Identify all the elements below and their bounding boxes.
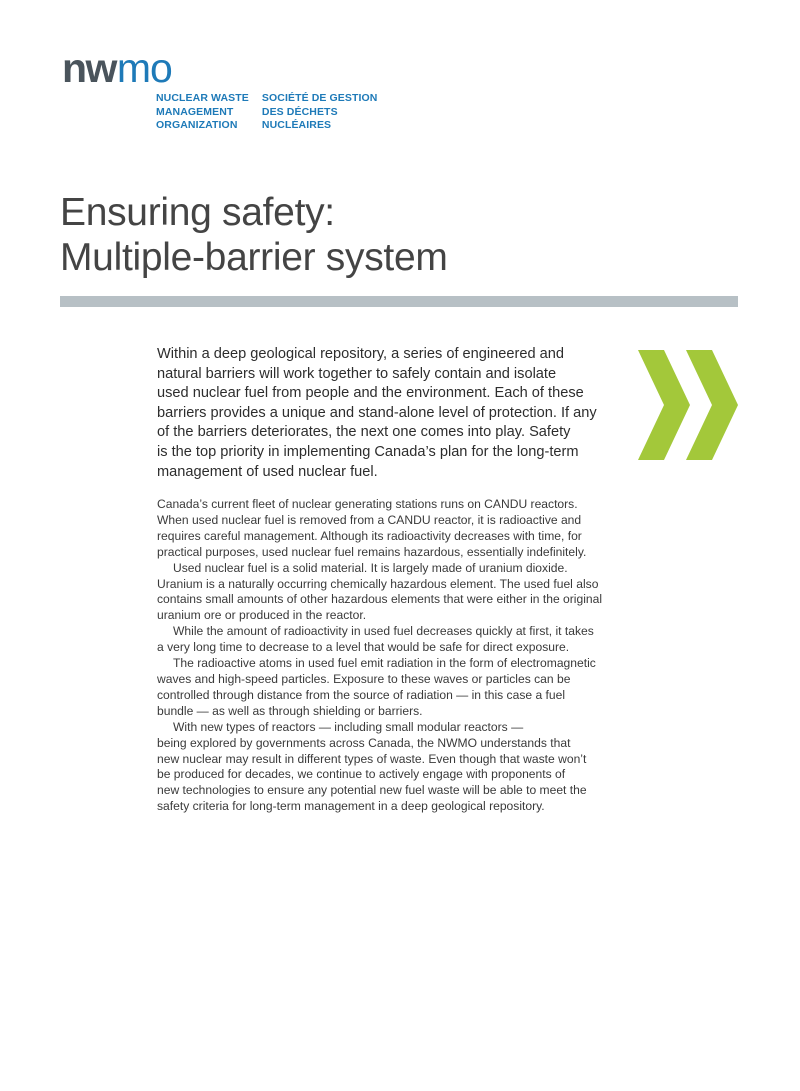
body-line: The radioactive atoms in used fuel emit radiation in the form of electromagnetic <box>173 656 596 671</box>
intro-line: natural barriers will work together to safely contain and isolate <box>157 365 557 382</box>
body-line: waves and high-speed particles. Exposure to these waves or particles can be <box>157 671 571 686</box>
nwmo-logo <box>62 52 378 131</box>
intro-line: is the top priority in implementing Canada’s plan for the long-term <box>157 443 579 460</box>
intro-line: Within a deep geological repository, a series of engineered and <box>157 346 564 362</box>
svg-text:nw: nw <box>62 52 116 88</box>
body-line: When used nuclear fuel is removed from a CANDU reactor, it is radioactive and <box>157 512 582 527</box>
body-text <box>157 497 627 815</box>
body-line: new nuclear may result in different types of waste. Even though that waste won’t <box>157 751 587 766</box>
body-line: new technologies to ensure any potential new fuel waste will be able to meet the <box>157 783 587 798</box>
logo-french-name <box>262 92 378 133</box>
body-line: uranium ore or produced in the reactor. <box>157 608 367 623</box>
body-line: safety criteria for long-term management in a deep geological repository. <box>157 799 545 814</box>
intro-line: barriers provides a unique and stand-alone level of protection. If any <box>157 404 597 421</box>
body-line: Canada’s current fleet of nuclear generating stations runs on CANDU reactors. <box>157 497 578 511</box>
logo-french-line: DES DÉCHETS <box>261 105 338 118</box>
page-title <box>60 190 448 280</box>
body-line: requires careful management. Although its radioactivity decreases with time, for <box>157 528 582 543</box>
logo-french-line: NUCLÉAIRES <box>261 119 332 131</box>
logo-french-line: SOCIÉTÉ DE GESTION <box>261 92 378 104</box>
double-chevron-right-icon <box>638 350 738 460</box>
logo-org-names <box>156 92 377 133</box>
intro-line: management of used nuclear fuel. <box>157 463 378 480</box>
body-line: With new types of reactors — including small modular reactors — <box>173 719 524 734</box>
page-title-line: Ensuring safety: <box>60 191 335 234</box>
body-line: controlled through distance from the source of radiation — in this case a fuel <box>157 687 566 702</box>
body-line: bundle — as well as through shielding or barriers. <box>157 703 423 718</box>
intro-line: of the barriers deteriorates, the next one comes into play. Safety <box>157 424 571 441</box>
nwmo-wordmark <box>62 52 242 88</box>
intro-paragraph <box>157 345 627 482</box>
page-title-line: Multiple-barrier system <box>60 236 448 279</box>
svg-text:mo: mo <box>116 52 172 88</box>
logo-english-line: MANAGEMENT <box>156 105 234 118</box>
intro-line: used nuclear fuel from people and the environment. Each of these <box>157 385 584 402</box>
body-line: While the amount of radioactivity in used fuel decreases quickly at first, it takes <box>173 624 594 639</box>
body-line: Used nuclear fuel is a solid material. It is largely made of uranium dioxide. <box>173 560 568 575</box>
body-line: practical purposes, used nuclear fuel remains hazardous, essentially indefinitely. <box>157 544 587 559</box>
title-divider <box>60 296 738 307</box>
body-line: being explored by governments across Canada, the NWMO understands that <box>157 735 571 750</box>
body-line: contains small amounts of other hazardous elements that were either in the original <box>157 592 603 607</box>
logo-english-name <box>156 92 249 133</box>
body-line: Uranium is a naturally occurring chemically hazardous element. The used fuel also <box>157 576 599 591</box>
body-line: a very long time to decrease to a level that would be safe for direct exposure. <box>157 640 570 655</box>
logo-english-line: NUCLEAR WASTE <box>156 92 249 104</box>
logo-english-line: ORGANIZATION <box>156 119 238 131</box>
body-line: be produced for decades, we continue to actively engage with proponents of <box>157 767 566 782</box>
